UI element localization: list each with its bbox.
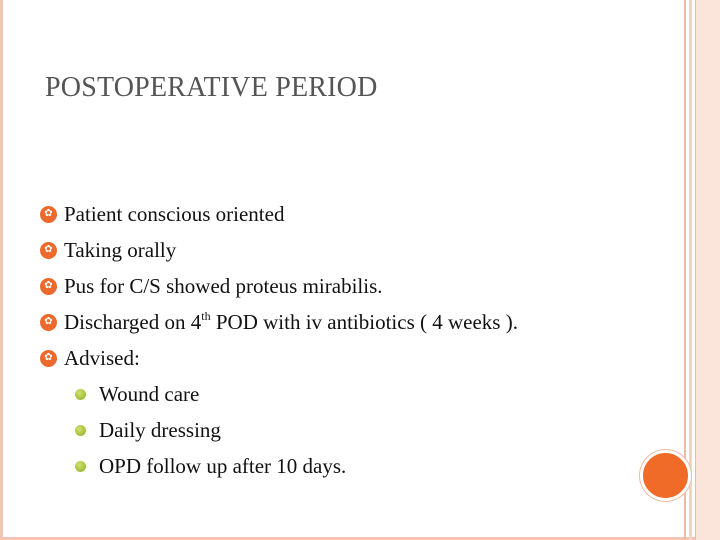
discharge-ordinal: th: [201, 308, 211, 323]
bullet-text-discharge: [64, 310, 518, 335]
sub-bullet-text: Wound care: [99, 381, 200, 406]
gear-bullet-icon: ✿: [40, 314, 57, 331]
green-dot-bullet-icon: [75, 389, 86, 400]
bullet-item: [40, 268, 518, 304]
sub-bullet-item: [40, 448, 518, 484]
orange-circle-decoration: [640, 450, 691, 501]
frame-left-border: [0, 0, 3, 540]
gear-bullet-icon: ✿: [40, 350, 57, 367]
gear-bullet-icon: ✿: [40, 206, 57, 223]
bullet-item: [40, 340, 518, 376]
bullet-text: Pus for C/S showed proteus mirabilis.: [64, 273, 383, 298]
bullet-list: [40, 196, 518, 484]
sub-bullet-text: OPD follow up after 10 days.: [99, 453, 347, 478]
gear-bullet-icon: ✿: [40, 278, 57, 295]
frame-right-stripe: [689, 0, 692, 540]
frame-right-band: [695, 0, 720, 540]
bullet-text: Patient conscious oriented: [64, 201, 285, 226]
bullet-item: [40, 304, 518, 340]
green-dot-bullet-icon: [75, 461, 86, 472]
sub-bullet-item: [40, 412, 518, 448]
bullet-text: Advised:: [64, 345, 140, 370]
gear-bullet-icon: ✿: [40, 242, 57, 259]
slide-title: POSTOPERATIVE PERIOD: [45, 72, 378, 103]
sub-bullet-item: [40, 376, 518, 412]
bullet-item: [40, 232, 518, 268]
discharge-prefix: Discharged on 4: [64, 309, 202, 334]
sub-bullet-text: Daily dressing: [99, 417, 221, 442]
bullet-text: Taking orally: [64, 237, 177, 262]
green-dot-bullet-icon: [75, 425, 86, 436]
discharge-suffix: POD with iv antibiotics ( 4 weeks ).: [210, 309, 518, 334]
bullet-item: [40, 196, 518, 232]
